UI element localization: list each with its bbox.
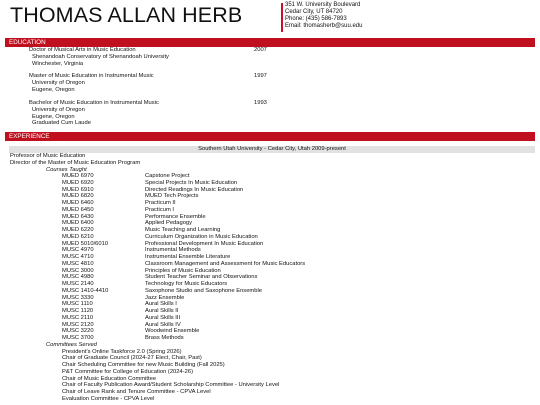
location: Eugene, Oregon: [32, 113, 75, 120]
resume-name: THOMAS ALLAN HERB: [10, 3, 243, 27]
position-title: Director of the Master of Music Education Program: [10, 159, 141, 166]
honors: Graduated Cum Laude: [32, 120, 91, 127]
institution: University of Oregon: [32, 79, 85, 86]
degree-year: 1993: [254, 100, 267, 106]
address-city: Cedar City, UT 84720: [285, 9, 343, 15]
course-title: Capstone Project: [145, 173, 190, 179]
course-title: Student Teacher Seminar and Observations: [145, 274, 258, 281]
course-title: Directed Readings In Music Education: [145, 186, 244, 193]
course-title: Jazz Ensemble: [145, 294, 185, 301]
course-code: MUED 5010/6010: [62, 240, 109, 247]
committee-item: Evaluation Committee - CPVA Level: [62, 395, 155, 402]
committee-item: Chair Scheduling Committee for new Music Building (Fall 2025): [62, 362, 225, 368]
course-title: Special Projects In Music Education: [145, 179, 238, 186]
location: Eugene, Oregon: [32, 86, 75, 93]
committee-item: Chair of Faculty Publication Award/Student Scholarship Committee - University Level: [62, 382, 280, 389]
course-title: Instrumental Methods: [145, 247, 201, 254]
experience-heading: EXPERIENCE: [5, 132, 535, 141]
committee-item: President's Online Taskforce 2.0 (Spring 2026): [62, 348, 182, 355]
course-code: MUSC 1110: [62, 301, 93, 308]
contact-email: Email: thomasherb@suu.edu: [285, 23, 363, 29]
course-code: MUSC 4810: [62, 260, 94, 267]
committee-list: [62, 349, 279, 403]
course-title: Professional Development In Music Education: [145, 240, 264, 247]
course-code: MUED 6220: [62, 227, 94, 233]
course-code: MUSC 4980: [62, 274, 94, 281]
education-entry: [29, 47, 169, 67]
position-list: [10, 153, 140, 167]
course-title: MUED Tech Projects: [145, 193, 199, 200]
education-entry: [29, 100, 159, 127]
course-code: MUSC 1410-4410: [62, 287, 109, 294]
course-code: MUSC 2110: [62, 314, 94, 321]
course-code: MUSC 3000: [62, 267, 94, 274]
course-code: MUSC 2120: [62, 321, 94, 328]
course-title: Performance Ensemble: [145, 213, 206, 220]
course-code: MUED 6210: [62, 233, 94, 240]
course-code: MUED 6920: [62, 179, 94, 186]
degree-year: 2007: [254, 47, 267, 53]
course-title: Curriculum Organization in Music Education: [145, 233, 258, 240]
course-code: MUED 6460: [62, 200, 94, 206]
course-title: Saxophone Studio and Saxophone Ensemble: [145, 287, 262, 294]
course-code: MUED 6400: [62, 220, 94, 227]
contact-address: [285, 2, 362, 30]
course-title: Technology for Music Educators: [145, 281, 228, 287]
course-title: Aural Skills I: [145, 301, 177, 308]
course-title: Music Teaching and Learning: [145, 227, 221, 233]
course-code: MUED 6450: [62, 206, 94, 213]
committee-item: Chair of Graduate Council (2024-27 Elect, Chair, Past): [62, 355, 202, 362]
course-title: Practicum I: [145, 206, 174, 213]
course-code: MUSC 3700: [62, 335, 94, 341]
address-accent-bar: [281, 3, 283, 32]
course-title: Aural Skills IV: [145, 321, 181, 328]
course-title: Aural Skills III: [145, 314, 181, 321]
course-code: MUSC 4970: [62, 247, 94, 254]
course-code: MUSC 3330: [62, 294, 94, 301]
employer-bar: Southern Utah University - Cedar City, Utah 2009-present: [9, 146, 535, 153]
course-title: Practicum II: [145, 200, 176, 206]
course-code: MUSC 1120: [62, 308, 94, 314]
course-code: MUSC 2140: [62, 281, 94, 287]
degree-title: Master of Music Education in Instrumental Music: [29, 73, 154, 79]
committees-label: Committees Served: [46, 342, 97, 348]
course-code: MUED 6970: [62, 173, 94, 179]
position-title: Professor of Music Education: [10, 153, 86, 159]
address-street: 351 W. University Boulevard: [285, 2, 361, 8]
degree-title: Bachelor of Music Education in Instrumental Music: [29, 100, 159, 106]
degree-year: 1997: [254, 73, 267, 79]
course-title: Brass Methods: [145, 335, 184, 341]
course-code: MUED 6910: [62, 186, 94, 193]
committee-item: P&T Committee for College of Education (2024-26): [62, 368, 194, 375]
committee-item: Chair of Leave Rank and Tenure Committee - CPVA Level: [62, 389, 211, 395]
course-code: MUSC 4710: [62, 254, 94, 260]
course-title: Principles of Music Education: [145, 267, 221, 274]
courses-label: Courses Taught: [46, 166, 87, 173]
education-heading: EDUCATION: [5, 38, 535, 47]
course-code: MUED 6430: [62, 213, 94, 220]
course-code: MUED 6820: [62, 193, 94, 200]
institution: Shenandoah Conservatory of Shenandoah University: [32, 53, 169, 60]
course-title: Aural Skills II: [145, 308, 179, 314]
committee-item: Chair of Music Education Committee: [62, 375, 157, 382]
course-title: Applied Pedagogy: [145, 220, 193, 227]
contact-phone: Phone: (435) 586-7893: [285, 16, 347, 22]
course-table: [0, 173, 540, 343]
course-title: Woodwind Ensemble: [145, 328, 200, 335]
degree-title: Doctor of Musical Arts in Music Education: [29, 47, 136, 53]
course-title: Instrumental Ensemble Literature: [145, 254, 231, 260]
course-code: MUSC 3220: [62, 328, 94, 335]
course-title: Classroom Management and Assessment for Music Educators: [145, 260, 306, 267]
location: Winchester, Virginia: [32, 60, 84, 67]
institution: University of Oregon: [32, 106, 85, 113]
education-entry: [29, 73, 154, 93]
